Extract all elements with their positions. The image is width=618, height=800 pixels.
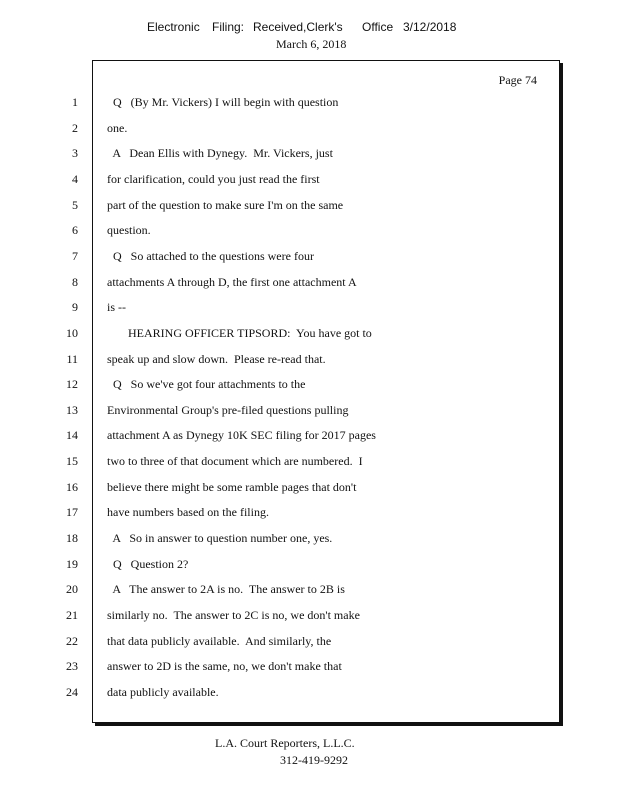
line-text: speak up and slow down. Please re-read that. — [107, 351, 326, 366]
header-electronic: Electronic — [147, 20, 200, 34]
line-text: question. — [107, 223, 151, 238]
transcript-line — [0, 121, 618, 139]
line-text: Environmental Group's pre-filed questions pulling — [107, 402, 349, 417]
transcript-line — [0, 352, 618, 370]
line-text: data publicly available. — [107, 684, 219, 699]
line-number: 23 — [66, 659, 78, 674]
line-text: A The answer to 2A is no. The answer to 2B is — [107, 582, 345, 597]
transcript-line — [0, 146, 618, 164]
line-number: 15 — [66, 454, 78, 469]
line-number: 20 — [66, 582, 78, 597]
line-number: 18 — [66, 531, 78, 546]
transcript-line — [0, 557, 618, 575]
line-number: 11 — [66, 351, 78, 366]
line-number: 24 — [66, 684, 78, 699]
line-number: 21 — [66, 608, 78, 622]
line-number: 16 — [66, 479, 78, 494]
line-number: 13 — [66, 402, 78, 417]
line-number: 3 — [72, 146, 78, 161]
line-text: Q So we've got four attachments to the — [107, 377, 306, 392]
transcript-line — [0, 403, 618, 421]
transcript-line — [0, 223, 618, 241]
line-text: one. — [107, 120, 128, 135]
transcript-line — [0, 326, 618, 344]
line-text: similarly no. The answer to 2C is no, we don't make — [107, 608, 360, 622]
transcript-line — [0, 634, 618, 652]
transcript-line — [0, 95, 618, 113]
line-text: have numbers based on the filing. — [107, 505, 269, 520]
transcript-line — [0, 249, 618, 267]
line-text: attachments A through D, the first one attachment A — [107, 274, 357, 289]
line-number: 4 — [72, 171, 78, 186]
header-filing: Filing: — [212, 20, 245, 34]
line-number: 14 — [66, 428, 78, 443]
line-text: answer to 2D is the same, no, we don't make that — [107, 659, 342, 674]
transcript-line — [0, 582, 618, 600]
page-number-label: Page 74 — [498, 73, 537, 87]
line-text: for clarification, could you just read the first — [107, 171, 320, 186]
transcript-line — [0, 300, 618, 318]
transcript-line — [0, 198, 618, 216]
transcript-line — [0, 505, 618, 523]
line-number: 5 — [72, 197, 78, 212]
line-number: 6 — [72, 223, 78, 238]
line-text: Q (By Mr. Vickers) I will begin with question — [107, 95, 339, 109]
transcript-line — [0, 659, 618, 677]
line-text: part of the question to make sure I'm on the same — [107, 197, 344, 212]
line-number: 8 — [72, 274, 78, 289]
transcript-line — [0, 685, 618, 703]
line-text: Q So attached to the questions were four — [107, 248, 314, 263]
line-text: HEARING OFFICER TIPSORD: You have got to — [107, 325, 372, 340]
header-date-filed: 3/12/2018 — [403, 20, 457, 34]
line-text: A So in answer to question number one, yes. — [107, 531, 333, 546]
footer-company: L.A. Court Reporters, L.L.C. — [215, 736, 355, 750]
transcript-line — [0, 172, 618, 190]
line-number: 12 — [66, 377, 78, 392]
transcript-line — [0, 480, 618, 498]
header-office: Office — [362, 20, 394, 34]
line-text: believe there might be some ramble pages that don't — [107, 479, 357, 494]
line-number: 22 — [66, 633, 78, 648]
line-text: attachment A as Dynegy 10K SEC filing for 2017 pages — [107, 428, 376, 443]
transcript-line — [0, 428, 618, 446]
transcript-line — [0, 531, 618, 549]
header-received: Received,Clerk's — [253, 20, 343, 34]
transcript-line — [0, 377, 618, 395]
transcript-date: March 6, 2018 — [276, 37, 347, 51]
line-number: 2 — [72, 120, 78, 135]
line-number: 1 — [72, 95, 78, 109]
line-text: that data publicly available. And similarly, the — [107, 633, 332, 648]
footer-phone: 312-419-9292 — [280, 753, 348, 767]
transcript-line — [0, 275, 618, 293]
line-number: 17 — [66, 505, 78, 520]
line-number: 19 — [66, 556, 78, 571]
line-number: 7 — [72, 248, 78, 263]
line-text: Q Question 2? — [107, 556, 189, 571]
line-text: is -- — [107, 300, 126, 315]
line-text: two to three of that document which are numbered. I — [107, 454, 363, 469]
transcript-line — [0, 454, 618, 472]
line-number: 9 — [72, 300, 78, 315]
line-text: A Dean Ellis with Dynegy. Mr. Vickers, just — [107, 146, 333, 161]
line-number: 10 — [66, 325, 78, 340]
transcript-line — [0, 608, 618, 626]
